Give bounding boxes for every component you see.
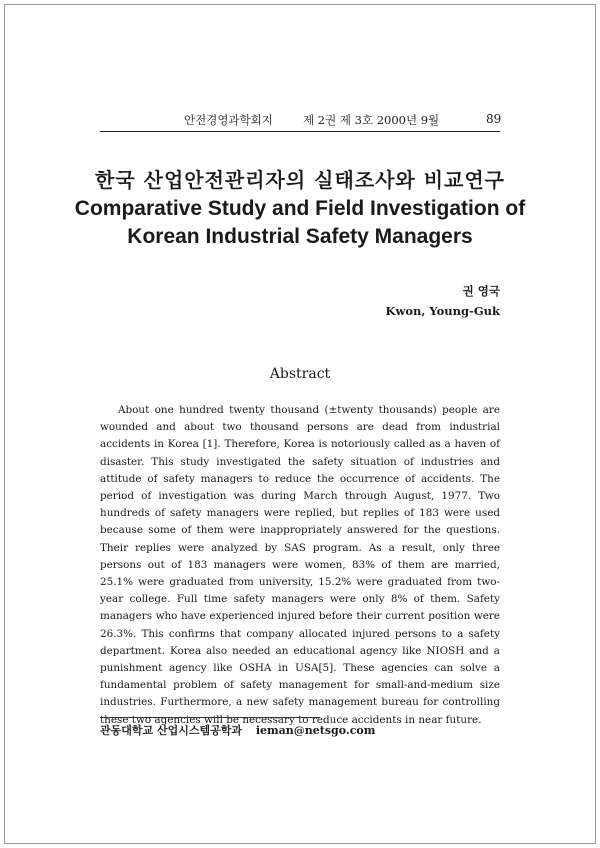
author-block <box>385 281 500 321</box>
issue-info: 제 2권 제 3호 2000년 9월 <box>303 113 440 127</box>
title-english-line2: Korean Industrial Safety Managers <box>127 225 473 248</box>
journal-name: 안전경영과학회지 <box>184 113 273 127</box>
author-affiliation: 관동대학교 산업시스템공학과 <box>100 724 242 737</box>
abstract-text: About one hundred twenty thousand (±twenty thousands) people are wounded and about two thousand persons are dead from industrial accidents in Korea [1]. Therefore, Korea is notoriously called as a haven of disaster. This study investigated the safety situation of industries and attitude of safety managers to reduce the occurrence of accidents. The period of investigation was during March through August, 1977. Two hundreds of safety managers were replied, but replies of 183 were used because some of them were inappropriately answered for the questions. Their replies were analyzed by SAS program. As a result, only three persons out of 183 managers were women, 83% of them are married, 25.1% were graduated from university, 15.2% were graduated from two-year college. Full time safety managers were only 8% of them. Safety managers who have experienced injured before their current position were 26.3%. This confirms that company allocated injured persons to a safety department. Korea also needed an educational agency like NIOSH and a punishment agency like OSHA in USA[5]. These agencies can solve a fundamental problem of safety management for small-and-medium size industries. Furthermore, a new safety management bureau for controlling these two agencies will be necessary to reduce accidents in near future. <box>100 404 500 726</box>
title-korean: 한국 산업안전관리자의 실태조사와 비교연구 <box>95 168 505 192</box>
author-name-english: Kwon, Young-Guk <box>385 304 500 318</box>
title-english-line1: Comparative Study and Field Investigation of <box>74 197 526 220</box>
footnote <box>100 722 375 738</box>
abstract-heading: Abstract <box>269 366 331 382</box>
paper-title <box>60 166 540 250</box>
header-rule <box>100 131 500 132</box>
footnote-rule <box>100 717 320 718</box>
author-email: ieman@netsgo.com <box>255 724 376 737</box>
author-name-korean: 권 영국 <box>462 284 500 298</box>
page-number: 89 <box>486 112 502 126</box>
running-head <box>0 112 600 128</box>
